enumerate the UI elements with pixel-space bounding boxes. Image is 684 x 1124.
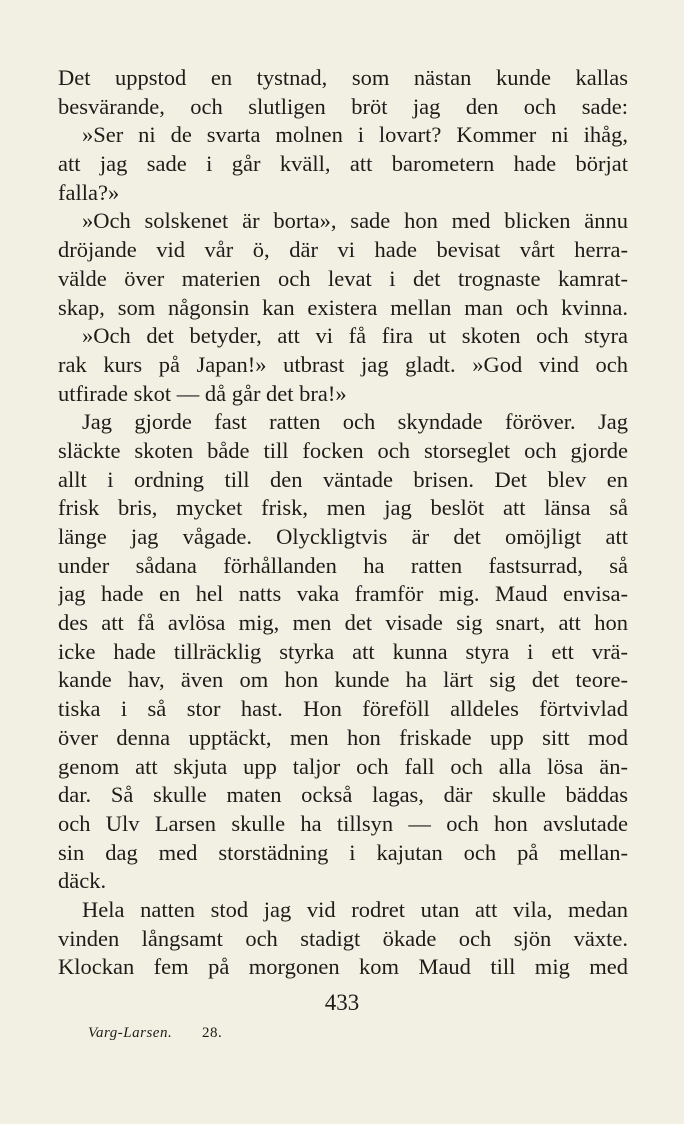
text-line: Jag gjorde fast ratten och skyndade föröver. Jag	[82, 409, 628, 435]
text-line: frisk bris, mycket frisk, men jag beslöt att länsa så	[58, 495, 628, 521]
text-line: des att få avlösa mig, men det visade sig snart, att hon	[58, 610, 628, 636]
text-line: Hela natten stod jag vid rodret utan att vila, medan	[82, 896, 628, 922]
text-line: tiska i så stor hast. Hon föreföll alldeles förtvivlad	[58, 696, 628, 722]
text-line: rak kurs på Japan!» utbrast jag gladt. »God vind och	[58, 351, 628, 377]
text-line: över denna upptäckt, men hon friskade upp sitt mod	[58, 724, 628, 750]
text-line: under sådana förhållanden ha ratten fastsurrad, så	[58, 552, 628, 578]
text-line: att jag sade i går kväll, att barometern hade börjat	[58, 151, 628, 177]
page-number: 433	[324, 990, 360, 1015]
text-line: utfirade skot — då går det bra!»	[58, 380, 347, 406]
text-line: »Ser ni de svarta molnen i lovart? Kommer ni ihåg,	[82, 122, 628, 148]
text-line: jag hade en hel natts vaka framför mig. Maud envisa-	[58, 581, 628, 607]
text-line: välde över materien och levat i det trognaste kamrat-	[58, 265, 628, 291]
text-line: »Och solskenet är borta», sade hon med blicken ännu	[82, 208, 628, 234]
text-line: besvärande, och slutligen bröt jag den och sade:	[58, 93, 628, 119]
text-line: släckte skoten både till focken och storseglet och gjorde	[58, 437, 628, 463]
text-line: »Och det betyder, att vi få fira ut skoten och styra	[82, 323, 628, 349]
body-text	[58, 64, 628, 982]
text-line: falla?»	[58, 179, 120, 205]
text-line: och Ulv Larsen skulle ha tillsyn — och hon avslutade	[58, 810, 628, 836]
text-line: kande hav, även om hon kunde ha lärt sig det teore-	[58, 667, 628, 693]
signature-number: 28.	[201, 1025, 223, 1041]
text-line: sin dag med storstädning i kajutan och på mellan-	[58, 839, 628, 865]
text-line: allt i ordning till den väntade brisen. Det blev en	[58, 466, 628, 492]
text-line: däck.	[58, 868, 107, 894]
text-line: genom att skjuta upp taljor och fall och alla lösa än-	[58, 753, 628, 779]
printer-signature	[88, 1023, 222, 1043]
text-line: vinden långsamt och stadigt ökade och sjön växte.	[58, 925, 628, 951]
text-line: länge jag vågade. Olyckligtvis är det omöjligt att	[58, 524, 628, 549]
text-line: dröjande vid vår ö, där vi hade bevisat vårt herra-	[58, 237, 628, 263]
text-line: icke hade tillräcklig styrka att kunna styra i ett vrä-	[58, 638, 628, 664]
text-line: dar. Så skulle maten också lagas, där skulle bäddas	[58, 782, 628, 808]
signature-title: Varg-Larsen.	[88, 1025, 173, 1041]
text-line: Klockan fem på morgonen kom Maud till mig med	[58, 954, 628, 980]
text-line: Det uppstod en tystnad, som nästan kunde kallas	[58, 65, 628, 90]
text-line: skap, som någonsin kan existera mellan man och kvinna.	[58, 294, 628, 320]
